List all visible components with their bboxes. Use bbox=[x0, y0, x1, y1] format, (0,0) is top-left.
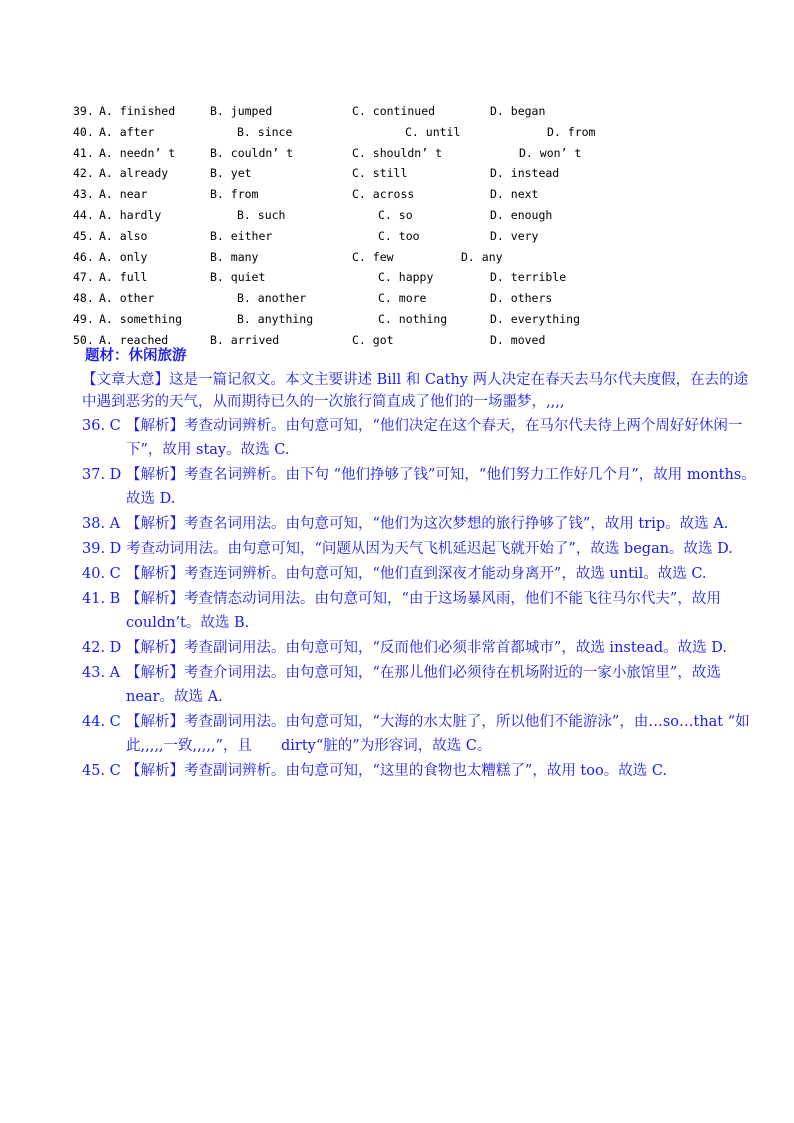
option-c: C. continued bbox=[352, 104, 436, 118]
article-summary: 【文章大意】这是一篇记叙文。本文主要讲述 Bill 和 Cathy 两人决定在春天去马尔代夫度假，在去的途中遇到恶劣的天气，从而期待已久的一次旅行简直成了他们的一场噩梦，,,,, bbox=[82, 372, 749, 410]
analysis-section bbox=[82, 346, 762, 783]
option-row bbox=[73, 309, 753, 330]
question-number: 50. bbox=[73, 332, 94, 347]
answer-key: 45. C bbox=[82, 763, 121, 779]
question-number: 39. bbox=[73, 104, 94, 118]
option-d: D. next bbox=[490, 187, 539, 202]
option-row bbox=[73, 184, 753, 205]
answer-list bbox=[82, 414, 762, 783]
answer-explanation: 【解析】考查介词用法。由句意可知，“在那儿他们必须待在机场附近的一家小旅馆里”，故选 near。故选 A. bbox=[126, 665, 721, 705]
option-d: D. from bbox=[547, 124, 596, 139]
option-d: D. won’ t bbox=[519, 145, 582, 160]
options-list bbox=[73, 101, 753, 351]
answer-key: 40. C bbox=[82, 566, 121, 582]
option-b: B. quiet bbox=[210, 270, 266, 285]
answer-explanation: 【解析】考查情态动词用法。由句意可知，“由于这场暴风雨，他们不能飞往马尔代夫”，故用 couldn’t。故选 B. bbox=[126, 591, 721, 631]
answer-item bbox=[82, 537, 762, 561]
question-number: 47. bbox=[73, 270, 94, 285]
option-d: D. very bbox=[490, 228, 539, 243]
option-row bbox=[73, 288, 753, 309]
option-row bbox=[73, 226, 753, 247]
option-row bbox=[73, 205, 753, 226]
answer-item bbox=[82, 587, 762, 635]
option-a: A. already bbox=[99, 166, 169, 181]
option-c: C. across bbox=[352, 187, 415, 202]
option-c: C. until bbox=[405, 124, 461, 139]
option-c: C. more bbox=[378, 291, 427, 306]
answer-explanation: 考查动词用法。由句意可知，“问题从因为天气飞机延迟起飞就开始了”，故选 began。故选 D. bbox=[126, 541, 733, 557]
answer-key: 37. D bbox=[82, 467, 122, 483]
option-a: A. needn’ t bbox=[99, 145, 176, 160]
option-a: A. after bbox=[99, 124, 155, 139]
option-b: B. another bbox=[237, 291, 307, 306]
answer-key: 36. C bbox=[82, 418, 121, 434]
option-c: C. nothing bbox=[378, 311, 448, 326]
option-b: B. couldn’ t bbox=[210, 145, 294, 160]
option-a: A. only bbox=[99, 249, 148, 264]
option-a: A. something bbox=[99, 311, 183, 326]
option-d: D. terrible bbox=[490, 270, 567, 285]
answer-key: 43. A bbox=[82, 665, 121, 681]
option-d: D. any bbox=[461, 249, 503, 264]
option-b: B. many bbox=[210, 249, 259, 264]
option-b: B. arrived bbox=[210, 332, 280, 347]
option-a: A. also bbox=[99, 228, 148, 243]
option-d: D. everything bbox=[490, 311, 581, 326]
answer-key: 39. D bbox=[82, 541, 122, 557]
question-number: 45. bbox=[73, 228, 94, 243]
answer-explanation: 【解析】考查副词辨析。由句意可知，“这里的食物也太糟糕了”，故用 too。故选 C. bbox=[126, 763, 668, 779]
answer-item bbox=[82, 636, 762, 660]
topic-heading: 题材：休闲旅游 bbox=[85, 347, 187, 364]
option-c: C. shouldn’ t bbox=[352, 145, 443, 160]
answer-explanation: 【解析】考查动词辨析。由句意可知，“他们决定在这个春天，在马尔代夫待上两个周好好休闲一下”，故用 stay。故选 C. bbox=[126, 418, 743, 458]
question-number: 40. bbox=[73, 124, 94, 139]
option-b: B. yet bbox=[210, 166, 252, 181]
option-d: D. moved bbox=[490, 332, 546, 347]
answer-explanation: 【解析】考查名词用法。由句意可知，“他们为这次梦想的旅行挣够了钱”，故用 trip。故选 A. bbox=[126, 516, 729, 532]
option-b: B. such bbox=[237, 207, 286, 222]
answer-explanation: 【解析】考查名词辨析。由下句 “他们挣够了钱”可知，“他们努力工作好几个月”，故用 months。故选 D. bbox=[126, 467, 756, 507]
option-b: B. jumped bbox=[210, 104, 273, 118]
option-c: C. still bbox=[352, 166, 408, 181]
answer-item bbox=[82, 661, 762, 709]
answer-explanation: 【解析】考查副词用法。由句意可知，“反而他们必须非常首都城市”，故选 instead。故选 D. bbox=[126, 640, 728, 656]
option-b: B. anything bbox=[237, 311, 314, 326]
answer-explanation: 【解析】考查连词辨析。由句意可知，“他们直到深夜才能动身离开”，故选 until。故选 C. bbox=[126, 566, 707, 582]
option-row bbox=[73, 122, 753, 143]
option-row bbox=[73, 163, 753, 184]
answer-item bbox=[82, 414, 762, 462]
option-c: C. so bbox=[378, 207, 413, 222]
option-row bbox=[73, 143, 753, 164]
answer-key: 41. B bbox=[82, 591, 121, 607]
option-d: D. began bbox=[490, 104, 546, 118]
answer-key: 38. A bbox=[82, 516, 121, 532]
question-number: 49. bbox=[73, 311, 94, 326]
answer-key: 42. D bbox=[82, 640, 122, 656]
option-b: B. since bbox=[237, 124, 293, 139]
option-b: B. either bbox=[210, 228, 273, 243]
option-d: D. enough bbox=[490, 207, 553, 222]
option-a: A. finished bbox=[99, 104, 176, 118]
question-number: 48. bbox=[73, 291, 94, 306]
option-row bbox=[73, 101, 753, 122]
answer-item bbox=[82, 710, 762, 758]
option-a: A. full bbox=[99, 270, 148, 285]
option-a: A. hardly bbox=[99, 207, 162, 222]
question-number: 43. bbox=[73, 187, 94, 202]
option-a: A. other bbox=[99, 291, 155, 306]
option-row bbox=[73, 267, 753, 288]
answer-key: 44. C bbox=[82, 714, 121, 730]
option-c: C. got bbox=[352, 332, 394, 347]
answer-item bbox=[82, 463, 762, 511]
option-row bbox=[73, 247, 753, 268]
answer-item bbox=[82, 759, 762, 783]
answer-explanation: 【解析】考查副词用法。由句意可知，“大海的水太脏了，所以他们不能游泳”，由…so…that “如此,,,,,一致,,,,,”，且 dirty“脏的”为形容词，故选 C。 bbox=[126, 714, 750, 754]
option-a: A. reached bbox=[99, 332, 169, 347]
question-number: 41. bbox=[73, 145, 94, 160]
question-number: 44. bbox=[73, 207, 94, 222]
option-d: D. others bbox=[490, 291, 553, 306]
option-a: A. near bbox=[99, 187, 148, 202]
option-c: C. few bbox=[352, 249, 394, 264]
option-b: B. from bbox=[210, 187, 259, 202]
answer-item bbox=[82, 512, 762, 536]
answer-item bbox=[82, 562, 762, 586]
question-number: 42. bbox=[73, 166, 94, 181]
option-c: C. too bbox=[378, 228, 420, 243]
question-number: 46. bbox=[73, 249, 94, 264]
option-c: C. happy bbox=[378, 270, 434, 285]
option-d: D. instead bbox=[490, 166, 560, 181]
